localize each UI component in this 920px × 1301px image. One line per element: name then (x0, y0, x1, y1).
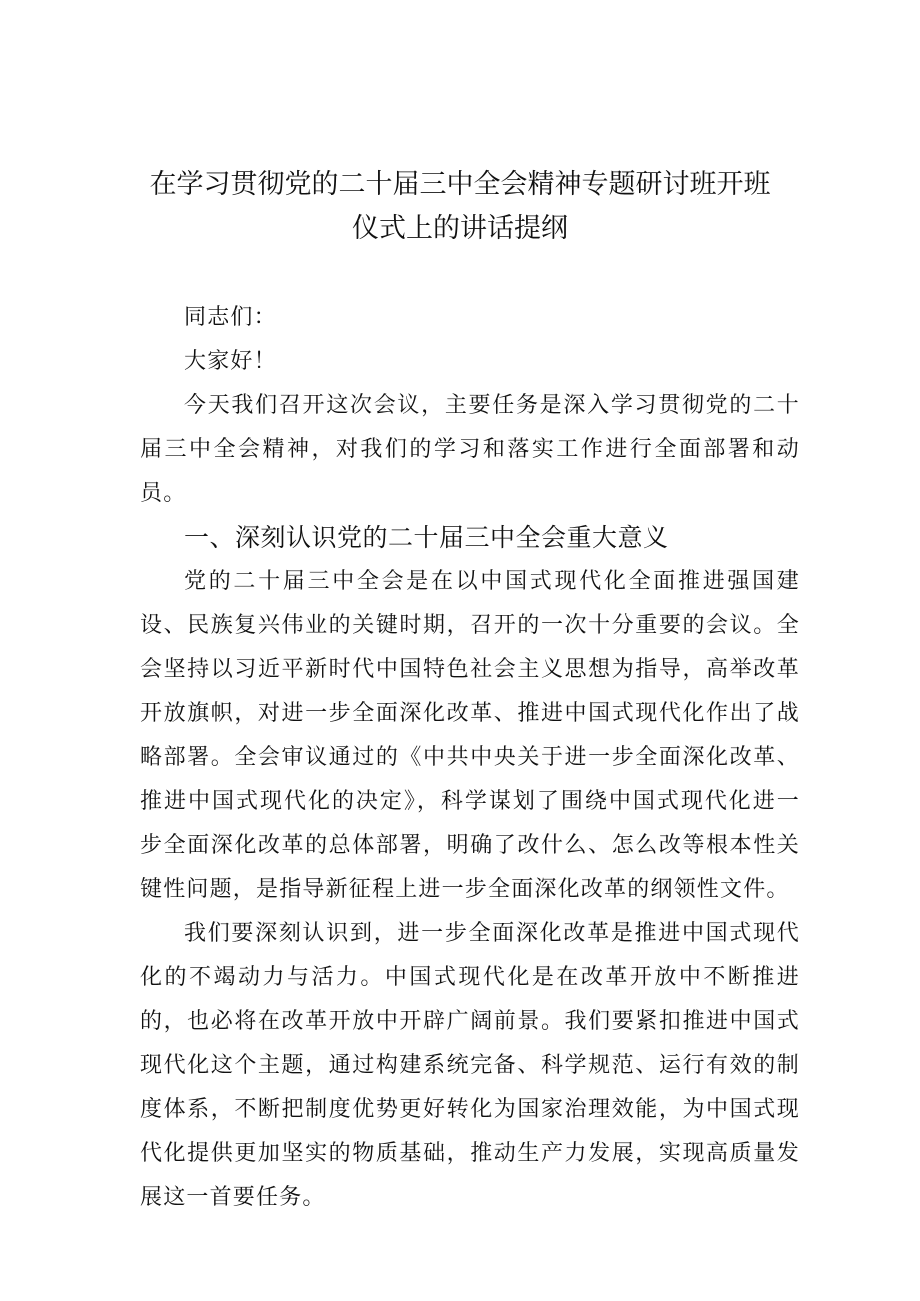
document-body (140, 296, 800, 1220)
intro-paragraph: 今天我们召开这次会议，主要任务是深入学习贯彻党的二十届三中全会精神，对我们的学习和落实工作进行全面部署和动员。 (140, 393, 800, 506)
section-1-paragraph-2: 我们要深刻认识到，进一步全面深化改革是推进中国式现代化的不竭动力与活力。中国式现代化是在改革开放中不断推进的，也必将在改革开放中开辟广阔前景。我们要紧扣推进中国式现代化这个主题，通过构建系统完备、科学规范、运行有效的制度体系，不断把制度优势更好转化为国家治理效能，为中国式现代化提供更加坚实的物质基础，推动生产力发展，实现高质量发展这一首要任务。 (140, 921, 800, 1210)
greeting: 大家好！ (184, 349, 277, 374)
section-1-heading: 一、深刻认识党的二十届三中全会重大意义 (184, 523, 669, 552)
document-title-line-2: 仪式上的讲话提纲 (352, 213, 568, 244)
salutation: 同志们： (184, 305, 277, 330)
document-title-line-1: 在学习贯彻党的二十届三中全会精神专题研讨班开班 (149, 169, 771, 200)
section-1-paragraph-1: 党的二十届三中全会是在以中国式现代化全面推进强国建设、民族复兴伟业的关键时期，召开的一次十分重要的会议。全会坚持以习近平新时代中国特色社会主义思想为指导，高举改革开放旗帜，对进一步全面深化改革、推进中国式现代化作出了战略部署。全会审议通过的《中共中央关于进一步全面深化改革、推进中国式现代化的决定》，科学谋划了围绕中国式现代化进一步全面深化改革的总体部署，明确了改什么、怎么改等根本性关键性问题，是指导新征程上进一步全面深化改革的纲领性文件。 (140, 569, 800, 902)
